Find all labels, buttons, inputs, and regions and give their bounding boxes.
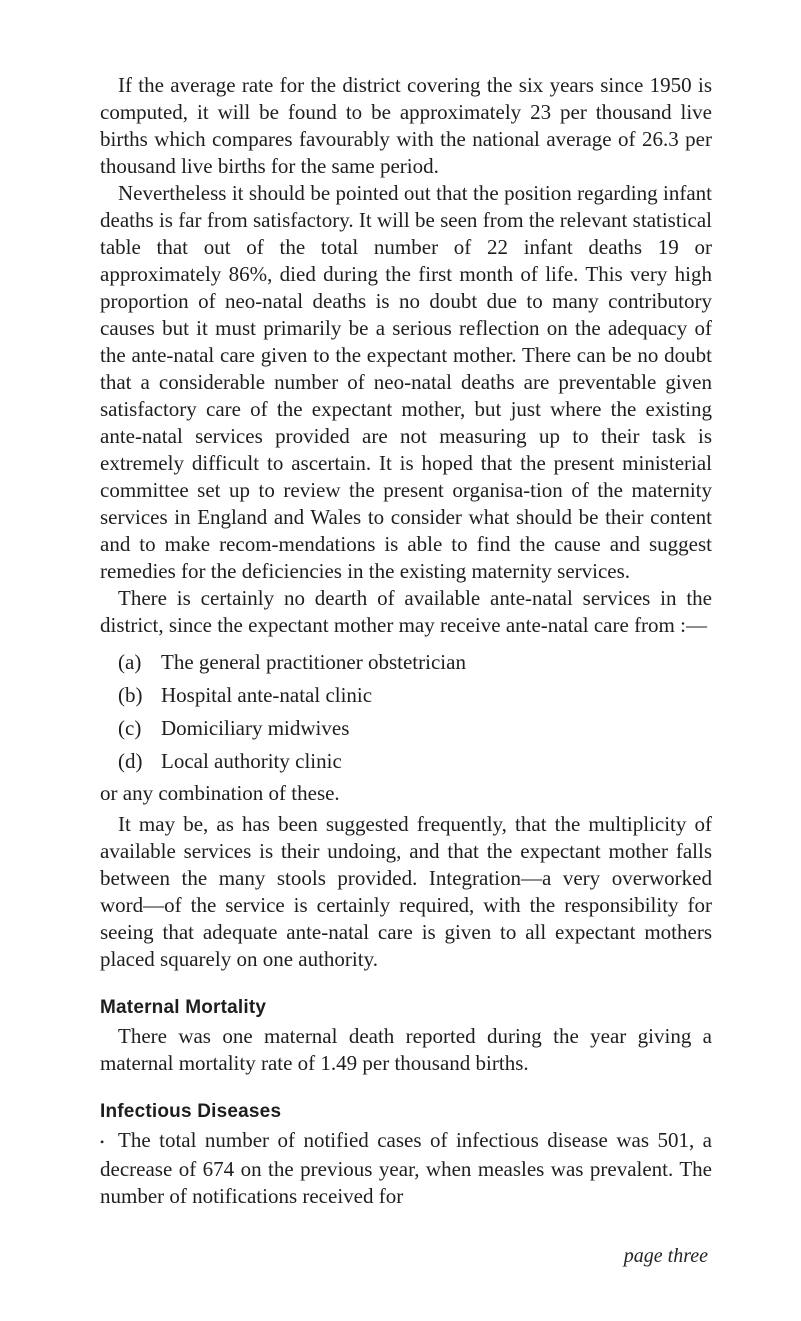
paragraph-maternal-mortality: There was one maternal death reported during the year giving a maternal mortality rate of 1.49 per thousand births. [100, 1024, 712, 1075]
list-item [100, 712, 712, 745]
list-marker: (d) [118, 749, 143, 773]
list-marker: (c) [118, 716, 142, 740]
paragraph-multiplicity: It may be, as has been suggested frequently, that the multiplicity of available services is their undoing, and that the expectant mother falls between the many stools provided. Integration—a very overworked word—of the service is certainly required, with the responsibility for seeing that adequate ante-natal care is given to all expectant mothers placed squarely on one authority. [100, 812, 712, 971]
list-item-text: Hospital ante-natal clinic [161, 683, 373, 707]
paragraph-ante-natal-services: There is certainly no dearth of available ante-natal services in the district, since the expectant mother may receive ante-natal care from :— [100, 586, 712, 637]
heading-infectious-diseases: Infectious Diseases [100, 1101, 282, 1122]
paragraph-infectious-diseases [100, 1127, 712, 1210]
list-item-text: Local authority clinic [161, 749, 342, 773]
paragraph-infectious-text: The total number of notified cases of infectious disease was 501, a decrease of 674 on the previous year, when measles was prevalent. The number of notifications received for [100, 1128, 712, 1208]
bullet-mark: • [100, 1134, 105, 1149]
ante-natal-care-list [100, 646, 712, 778]
list-item [100, 679, 712, 712]
list-item [100, 646, 712, 679]
paragraph-infant-rate: If the average rate for the district covering the six years since 1950 is computed, it will be found to be approximately 23 per thousand live births which compares favourably with the national average of 26.3 per thousand live births for the same period. [100, 73, 712, 178]
page-number-label: page three [623, 1245, 708, 1267]
paragraph-neonatal-deaths: Nevertheless it should be pointed out that the position regarding infant deaths is far from satisfactory. It will be seen from the relevant statistical table that out of the total number of 22 infant deaths 19 or approximately 86%, died during the first month of life. This very high proportion of neo-natal deaths is no doubt due to many contributory causes but it must primarily be a serious reflection on the adequacy of the ante-natal care given to the expectant mother. There can be no doubt that a considerable number of neo-natal deaths are preventable given satisfactory care of the expectant mother, but just where the existing ante-natal services provided are not measuring up to their task is extremely difficult to ascertain. It is hoped that the present ministerial committee set up to review the present organisa-tion of the maternity services in England and Wales to consider what should be their content and to make recom-mendations is able to find the cause and suggest remedies for the deficiencies in the existing maternity services. [100, 181, 712, 583]
heading-maternal-mortality: Maternal Mortality [100, 997, 267, 1018]
list-item-text: The general practitioner obstetrician [161, 650, 466, 674]
paragraph-combination: or any combination of these. [100, 781, 340, 805]
list-marker: (a) [118, 650, 142, 674]
document-page [100, 72, 712, 1210]
list-marker: (b) [118, 683, 143, 707]
list-item [100, 745, 712, 778]
list-item-text: Domiciliary midwives [161, 716, 350, 740]
